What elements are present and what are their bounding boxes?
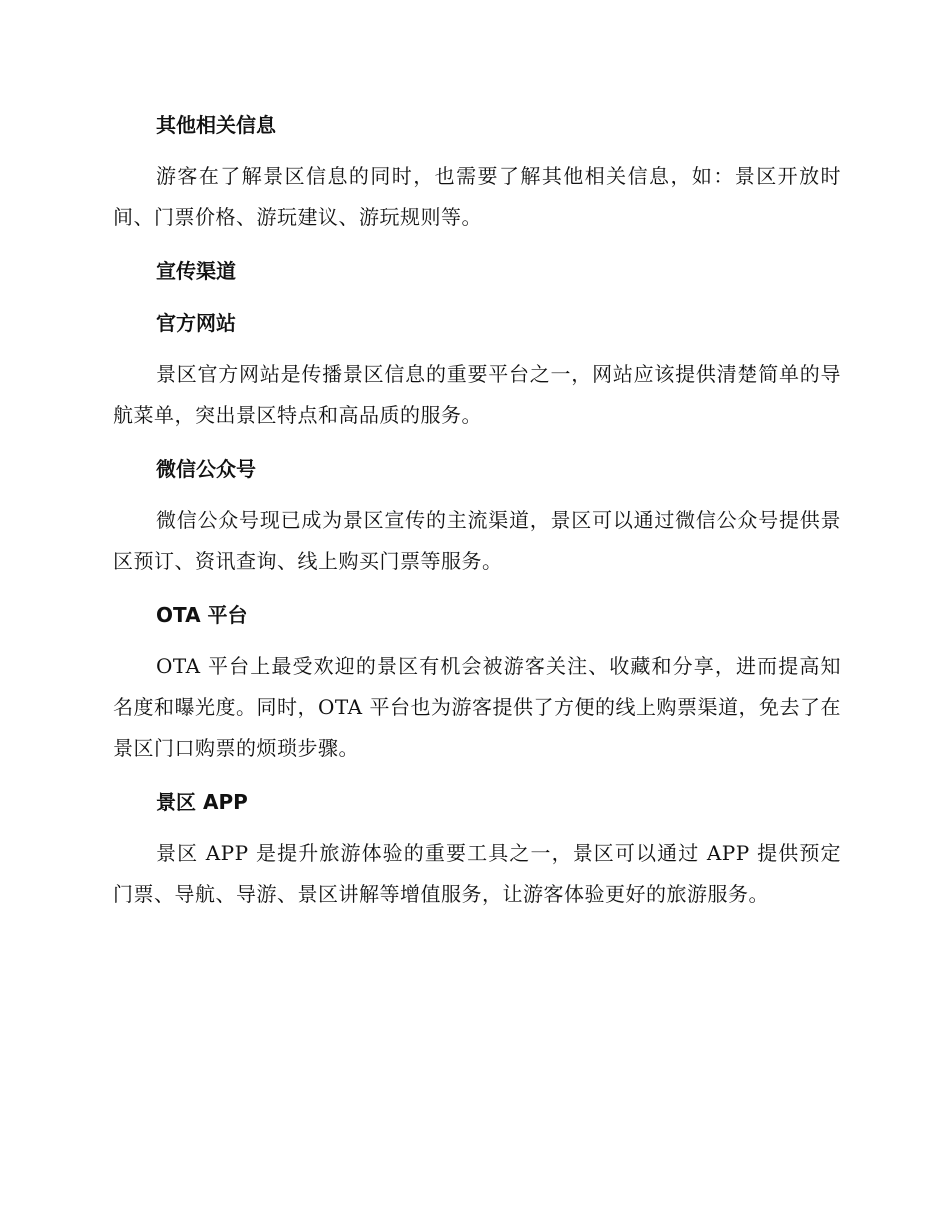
- section-heading-official-website: 官方网站: [156, 311, 236, 335]
- section-paragraph-wechat: 微信公众号现已成为景区宣传的主流渠道，景区可以通过微信公众号提供景区预订、资讯查询、线上购买门票等服务。: [113, 508, 841, 573]
- section-paragraph-other-info: 游客在了解景区信息的同时，也需要了解其他相关信息，如：景区开放时间、门票价格、游玩建议、游玩规则等。: [113, 164, 841, 229]
- section-heading-promotion-channels: 宣传渠道: [156, 259, 236, 283]
- document-body: [113, 104, 841, 915]
- spacer: [113, 769, 841, 781]
- spacer: [113, 490, 841, 500]
- section-heading-scenic-app: 景区 APP: [156, 790, 248, 814]
- spacer: [113, 436, 841, 448]
- spacer: [113, 344, 841, 354]
- section-heading-other-info: 其他相关信息: [156, 113, 276, 137]
- spacer: [113, 146, 841, 156]
- spacer: [113, 238, 841, 250]
- spacer: [113, 636, 841, 646]
- section-paragraph-official-website: 景区官方网站是传播景区信息的重要平台之一，网站应该提供清楚简单的导航菜单，突出景区特点和高品质的服务。: [113, 362, 841, 427]
- section-heading-ota-platform: OTA 平台: [156, 603, 248, 627]
- section-paragraph-ota-platform: OTA 平台上最受欢迎的景区有机会被游客关注、收藏和分享，进而提高知名度和曝光度。同时，OTA 平台也为游客提供了方便的线上购票渠道，免去了在景区门口购票的烦琐步骤。: [113, 654, 841, 760]
- section-paragraph-scenic-app: 景区 APP 是提升旅游体验的重要工具之一，景区可以通过 APP 提供预定门票、导航、导游、景区讲解等增值服务，让游客体验更好的旅游服务。: [113, 841, 841, 906]
- spacer: [113, 582, 841, 594]
- spacer: [113, 823, 841, 833]
- section-heading-wechat: 微信公众号: [156, 457, 256, 481]
- spacer: [113, 292, 841, 302]
